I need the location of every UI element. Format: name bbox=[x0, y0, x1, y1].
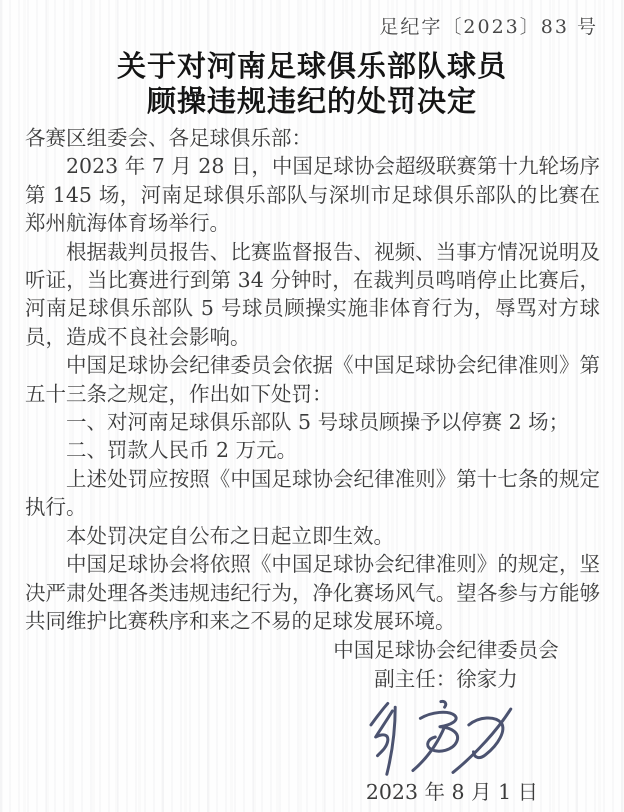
paragraph-match-info: 2023 年 7 月 28 日，中国足球协会超级联赛第十九轮场序第 145 场，河南足球俱乐部队与深圳市足球俱乐部队的比赛在郑州航海体育场举行。 bbox=[25, 154, 600, 236]
signoff-signer: 副主任：徐家力 bbox=[374, 666, 518, 691]
signoff-date: 2023 年 8 月 1 日 bbox=[365, 780, 539, 805]
paragraph-ruling-basis: 中国足球协会纪律委员会依据《中国足球协会纪律准则》第五十三条之规定，作出如下处罚： bbox=[25, 353, 600, 406]
paragraph-incident-description: 根据裁判员报告、比赛监督报告、视频、当事方情况说明及听证，当比赛进行到第 34 分钟时，在裁判员鸣哨停止比赛后，河南足球俱乐部队 5 号球员顾操实施非体育行为，辱骂对方球员，造成不良社会影响。 bbox=[25, 239, 600, 349]
paragraph-closing-statement: 中国足球协会将依照《中国足球协会纪律准则》的规定，坚决严肃处理各类违规违纪行为，净化赛场风气。望各参与方能够共同维护比赛秩序和来之不易的足球发展环境。 bbox=[25, 552, 600, 633]
document-number: 足纪字〔2023〕83 号 bbox=[379, 16, 598, 38]
paragraph-execution-clause: 上述处罚应按照《中国足球协会纪律准则》第十七条的规定执行。 bbox=[25, 466, 600, 520]
paragraph-effective-date-clause: 本处罚决定自公布之日起立即生效。 bbox=[66, 523, 394, 548]
handwritten-signature-icon bbox=[360, 696, 532, 778]
document-body bbox=[0, 119, 624, 635]
salutation: 各赛区组委会、各足球俱乐部： bbox=[25, 126, 312, 150]
penalty-item-2: 二、罚款人民币 2 万元。 bbox=[66, 438, 298, 463]
document-title-line-1: 关于对河南足球俱乐部队球员 bbox=[116, 49, 507, 83]
signoff-organization: 中国足球协会纪律委员会 bbox=[333, 638, 559, 663]
signoff-block bbox=[306, 636, 586, 806]
document-title-line-2: 顾操违规违纪的处罚决定 bbox=[146, 84, 477, 118]
penalty-item-1: 一、对河南足球俱乐部队 5 号球员顾操予以停赛 2 场； bbox=[66, 410, 570, 435]
document-title bbox=[0, 49, 624, 119]
